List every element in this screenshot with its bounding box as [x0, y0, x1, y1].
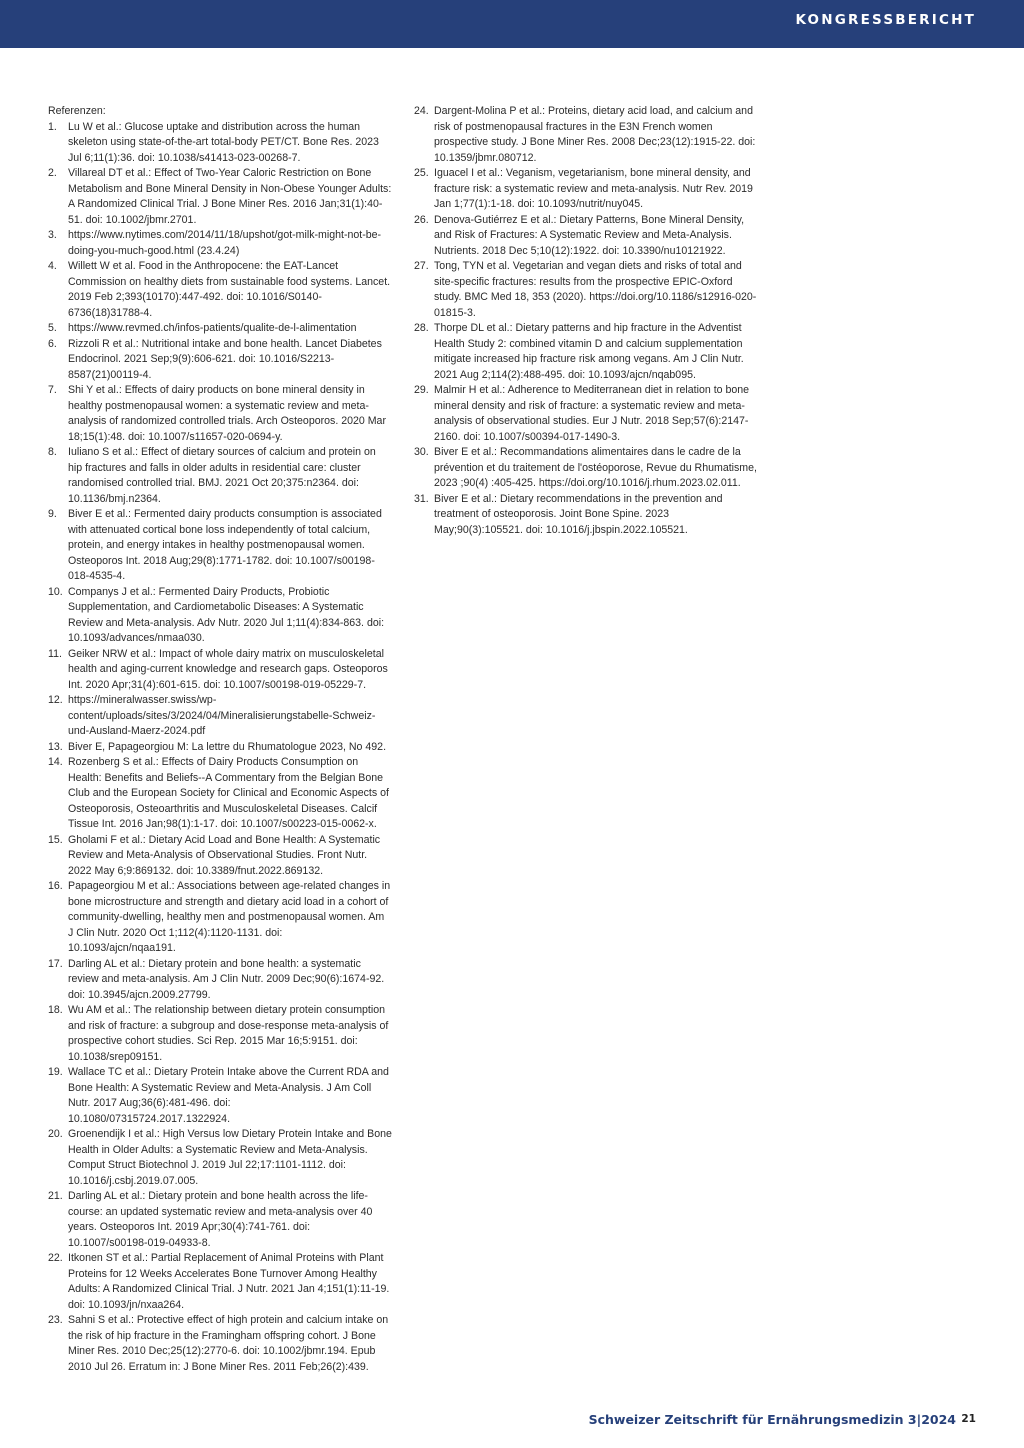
reference-text: Rozenberg S et al.: Effects of Dairy Products Consumption on Health: Benefits and Beliefs--A Commentary from the Belgian Bone Club and the European Society for Clinical and Economic Aspects of Osteoporosis, Osteoarthritis and Musculoskeletal Diseases. Calcif Tissue Int. 2016 Jan;98(1):1-17. doi: 10.1007/s00223-015-0062-x.	[68, 756, 389, 830]
reference-text: Papageorgiou M et al.: Associations between age-related changes in bone microstructure and strength and dietary acid load in a cohort of community-dwelling, healthy men and postmenopausal women. Am J Clin Nutr. 2020 Oct 1;112(4):1120-1131. doi: 10.1093/ajcn/nqaa191.	[68, 880, 391, 954]
reference-item	[414, 104, 758, 166]
reference-number: 7.	[48, 384, 57, 396]
reference-item	[48, 321, 392, 337]
reference-number: 22.	[48, 1252, 63, 1264]
reference-number: 31.	[414, 492, 429, 505]
reference-text: Iguacel I et al.: Veganism, vegetarianism, bone mineral density, and fracture risk: a systematic review and meta-analysis. Nutr Rev. 2019 Jan 1;77(1):1-18. doi: 10.1093/nutrit/nuy045.	[434, 167, 753, 210]
reference-number: 19.	[48, 1066, 63, 1078]
reference-text: Shi Y et al.: Effects of dairy products on bone mineral density in healthy postmenopausal women: a systematic review and meta-analysis of randomized controlled trials. Arch Osteoporos. 2020 Mar 18;15(1):48. doi: 10.1007/s11657-020-0694-y.	[68, 384, 386, 443]
reference-text: https://mineralwasser.swiss/wp-content/uploads/sites/3/2024/04/Mineralisierungstabelle-Schweiz-und-Ausland-Maerz-2024.pdf	[68, 694, 376, 737]
reference-number: 4.	[48, 260, 57, 272]
reference-text: Sahni S et al.: Protective effect of high protein and calcium intake on the risk of hip fracture in the Framingham offspring cohort. J Bone Miner Res. 2010 Dec;25(12):2770-6. doi: 10.1002/jbmr.194. Epub 2010 Jul 26. Erratum in: J Bone Miner Res. 2011 Feb;26(2):439.	[68, 1314, 389, 1373]
references-heading: Referenzen:	[48, 105, 106, 117]
reference-number: 11.	[48, 647, 62, 660]
reference-text: Wallace TC et al.: Dietary Protein Intake above the Current RDA and Bone Health: A Systematic Review and Meta-Analysis. J Am Coll Nutr. 2017 Aug;36(6):481-496. doi: 10.1080/07315724.2017.1322924.	[68, 1066, 389, 1125]
reference-number: 24.	[414, 105, 429, 117]
reference-number: 9.	[48, 508, 57, 520]
reference-item	[414, 321, 758, 383]
reference-text: Biver E, Papageorgiou M: La lettre du Rhumatologue 2023, No 492.	[68, 740, 387, 753]
reference-text: Malmir H et al.: Adherence to Mediterranean diet in relation to bone mineral density and risk of fracture: a systematic review and meta-analysis of observational studies. Eur J Nutr. 2018 Sep;57(6):2147-2160. doi: 10.1007/s00394-017-1490-3.	[434, 384, 750, 443]
header-bar	[0, 0, 1024, 48]
reference-item	[48, 1313, 392, 1375]
reference-number: 15.	[48, 833, 63, 846]
reference-number: 8.	[48, 446, 57, 458]
reference-number: 1.	[48, 120, 57, 133]
reference-item	[414, 383, 758, 445]
reference-item	[48, 833, 392, 880]
reference-text: Villareal DT et al.: Effect of Two-Year Caloric Restriction on Bone Metabolism and Bone Mineral Density in Non-Obese Younger Adults: A Randomized Clinical Trial. J Bone Miner Res. 2016 Jan;31(1):40-51. doi: 10.1002/jbmr.2701.	[68, 167, 392, 226]
reference-number: 21.	[48, 1190, 63, 1202]
reference-list-left	[48, 120, 392, 1376]
reference-text: Denova-Gutiérrez E et al.: Dietary Patterns, Bone Mineral Density, and Risk of Fractures: A Systematic Review and Meta-Analysis. Nutrients. 2018 Dec 5;10(12):1922. doi: 10.3390/nu10121922.	[434, 213, 745, 257]
reference-number: 6.	[48, 337, 57, 350]
reference-text: Biver E et al.: Recommandations alimentaires dans le cadre de la prévention et du traitement de l'ostéoporose, Revue du Rhumatisme, 2023 ;90(4) :405-425. https://doi.org/10.1016/j.rhum.2023.02.011.	[434, 446, 757, 489]
reference-text: Geiker NRW et al.: Impact of whole dairy matrix on musculoskeletal health and aging-current knowledge and research gaps. Osteoporos Int. 2020 Apr;31(4):601-615. doi: 10.1007/s00198-019-05229-7.	[68, 647, 388, 691]
reference-item	[414, 213, 758, 260]
reference-text: Biver E et al.: Dietary recommendations in the prevention and treatment of osteoporosis. Joint Bone Spine. 2023 May;90(3):105521. doi: 10.1016/j.jbspin.2022.105521.	[434, 492, 723, 536]
reference-item	[48, 957, 392, 1004]
reference-item	[48, 1127, 392, 1189]
reference-number: 30.	[414, 446, 429, 458]
reference-number: 17.	[48, 957, 63, 970]
reference-text: Biver E et al.: Fermented dairy products consumption is associated with attenuated cortical bone loss independently of total calcium, protein, and energy intakes in healthy postmenopausal women. Osteoporos Int. 2018 Aug;29(8):1771-1782. doi: 10.1007/s00198-018-4535-4.	[68, 508, 382, 582]
reference-number: 26.	[414, 213, 429, 226]
reference-text: Gholami F et al.: Dietary Acid Load and Bone Health: A Systematic Review and Meta-Analysis of Observational Studies. Front Nutr. 2022 May 6;9:869132. doi: 10.3389/fnut.2022.869132.	[68, 833, 381, 877]
reference-item	[48, 585, 392, 647]
page-number: 21	[961, 1413, 976, 1425]
reference-text: Dargent-Molina P et al.: Proteins, dietary acid load, and calcium and risk of postmenopausal fractures in the E3N French women prospective study. J Bone Miner Res. 2008 Dec;23(12):1915-22. doi: 10.1359/jbmr.080712.	[434, 105, 756, 164]
references-column-left	[48, 104, 392, 1375]
reference-item	[48, 445, 392, 507]
reference-text: Lu W et al.: Glucose uptake and distribution across the human skeleton using state-of-the-art total-body PET/CT. Bone Res. 2023 Jul 6;11(1):36. doi: 10.1038/s41413-023-00268-7.	[68, 120, 379, 164]
reference-item	[48, 879, 392, 957]
reference-item	[48, 647, 392, 694]
reference-text: Darling AL et al.: Dietary protein and bone health across the life-course: an updated systematic review and meta-analysis over 40 years. Osteoporos Int. 2019 Apr;30(4):741-761. doi: 10.1007/s00198-019-04933-8.	[68, 1190, 373, 1249]
reference-item	[48, 1189, 392, 1251]
reference-number: 18.	[48, 1004, 63, 1016]
reference-item	[48, 1251, 392, 1313]
reference-number: 23.	[48, 1314, 63, 1326]
reference-number: 27.	[414, 260, 429, 272]
reference-text: Itkonen ST et al.: Partial Replacement of Animal Proteins with Plant Proteins for 12 Weeks Accelerates Bone Turnover Among Healthy Adults: A Randomized Clinical Trial. J Nutr. 2021 Jan 4;151(1):11-19. doi: 10.1093/jn/nxaa264.	[68, 1252, 390, 1311]
reference-item	[48, 166, 392, 228]
reference-text: Wu AM et al.: The relationship between dietary protein consumption and risk of fracture: a subgroup and dose-response meta-analysis of prospective cohort studies. Sci Rep. 2015 Mar 16;5:9151. doi: 10.1038/srep09151.	[68, 1004, 389, 1063]
reference-number: 16.	[48, 880, 63, 892]
reference-item	[48, 755, 392, 833]
section-label: KONGRESSBERICHT	[795, 12, 976, 28]
reference-number: 13.	[48, 740, 63, 753]
reference-number: 25.	[414, 167, 429, 179]
reference-number: 12.	[48, 694, 63, 706]
reference-text: https://www.revmed.ch/infos-patients/qualite-de-l-alimentation	[68, 322, 357, 334]
reference-text: Tong, TYN et al. Vegetarian and vegan diets and risks of total and site-specific fractures: results from the prospective EPIC-Oxford study. BMC Med 18, 353 (2020). https://doi.org/10.1186/s12916-020-01815-3.	[434, 260, 757, 319]
reference-item	[48, 337, 392, 384]
reference-item	[414, 445, 758, 492]
reference-number: 10.	[48, 585, 63, 598]
references-column-right	[414, 104, 758, 538]
reference-item	[48, 228, 392, 259]
reference-item	[414, 492, 758, 539]
reference-number: 20.	[48, 1128, 63, 1140]
reference-text: Darling AL et al.: Dietary protein and bone health: a systematic review and meta-analysis. Am J Clin Nutr. 2009 Dec;90(6):1674-92. doi: 10.3945/ajcn.2009.27799.	[68, 957, 385, 1001]
reference-item	[48, 740, 392, 756]
reference-text: Iuliano S et al.: Effect of dietary sources of calcium and protein on hip fractures and falls in older adults in residential care: cluster randomised controlled trial. BMJ. 2021 Oct 20;375:n2364. doi: 10.1136/bmj.n2364.	[68, 446, 376, 505]
reference-text: Thorpe DL et al.: Dietary patterns and hip fracture in the Adventist Health Study 2: combined vitamin D and calcium supplementation mitigate increased hip fracture risk among vegans. Am J Clin Nutr. 2021 Aug 2;114(2):488-495. doi: 10.1093/ajcn/nqab095.	[434, 322, 744, 381]
reference-text: Willett W et al. Food in the Anthropocene: the EAT-Lancet Commission on healthy diets from sustainable food systems. Lancet. 2019 Feb 2;393(10170):447-492. doi: 10.1016/S0140-6736(18)31788-4.	[68, 260, 391, 319]
reference-item	[48, 120, 392, 167]
reference-number: 3.	[48, 229, 57, 241]
reference-number: 14.	[48, 756, 63, 768]
reference-text: Companys J et al.: Fermented Dairy Products, Probiotic Supplementation, and Cardiometabolic Diseases: A Systematic Review and Meta-analysis. Adv Nutr. 2020 Jul 1;11(4):834-863. doi: 10.1093/advances/nmaa030.	[68, 585, 385, 644]
reference-number: 28.	[414, 322, 429, 334]
reference-text: https://www.nytimes.com/2014/11/18/upshot/got-milk-might-not-be-doing-you-much-good.html (23.4.24)	[68, 229, 382, 257]
reference-item	[48, 1003, 392, 1065]
reference-number: 5.	[48, 322, 57, 334]
reference-item	[48, 507, 392, 585]
reference-text: Rizzoli R et al.: Nutritional intake and bone health. Lancet Diabetes Endocrinol. 2021 Sep;9(9):606-621. doi: 10.1016/S2213-8587(21)00119-4.	[68, 337, 382, 381]
journal-title: Schweizer Zeitschrift für Ernährungsmedizin 3|2024	[588, 1412, 956, 1427]
reference-number: 2.	[48, 167, 57, 179]
reference-text: Groenendijk I et al.: High Versus low Dietary Protein Intake and Bone Health in Older Adults: a Systematic Review and Meta-Analysis. Comput Struct Biotechnol J. 2019 Jul 22;17:1101-1112. doi: 10.1016/j.csbj.2019.07.005.	[68, 1128, 392, 1187]
reference-item	[48, 383, 392, 445]
reference-item	[414, 259, 758, 321]
reference-item	[48, 1065, 392, 1127]
reference-item	[414, 166, 758, 213]
reference-number: 29.	[414, 384, 429, 396]
reference-item	[48, 693, 392, 740]
reference-list-right	[414, 104, 758, 538]
reference-item	[48, 259, 392, 321]
